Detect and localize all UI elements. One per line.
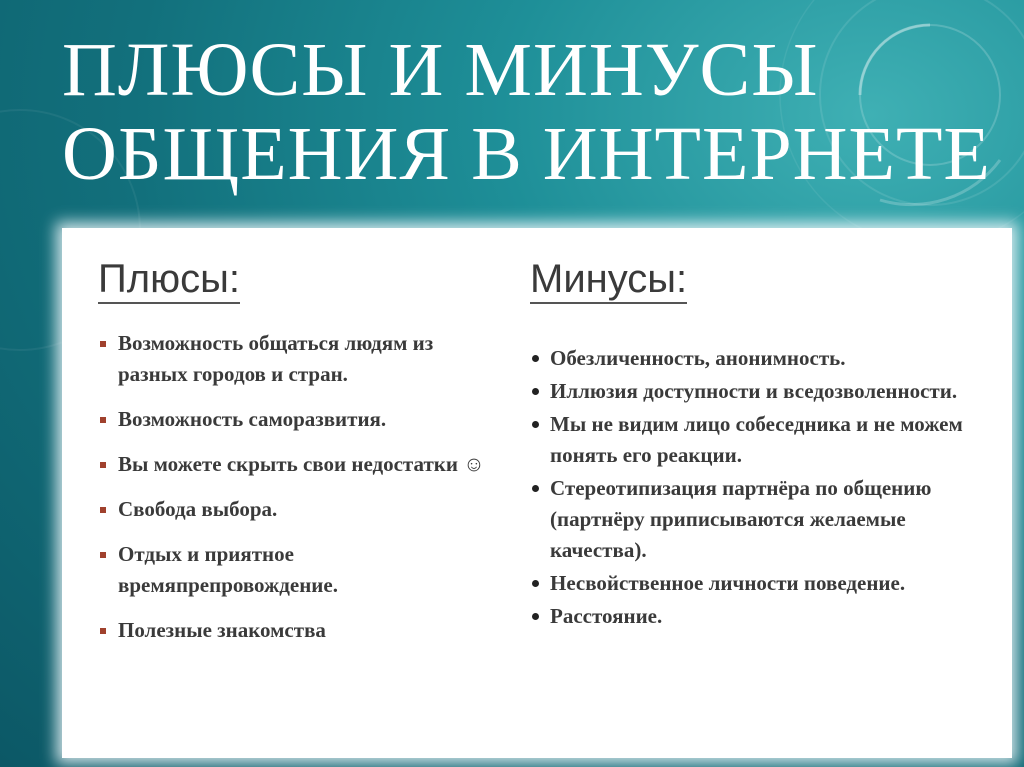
content-card xyxy=(62,228,1012,758)
cons-list xyxy=(530,343,970,634)
pros-item: Полезные знакомства xyxy=(98,615,498,646)
pros-heading: Плюсы: xyxy=(98,258,240,304)
slide-title-line-2: ОБЩЕНИЯ В ИНТЕРНЕТЕ xyxy=(62,112,991,196)
cons-item: Обезличенность, анонимность. xyxy=(530,343,970,374)
cons-item: Иллюзия доступности и вседозволенности. xyxy=(530,376,970,407)
cons-item: Стереотипизация партнёра по общению (партнёру приписываются желаемые качества). xyxy=(530,473,970,566)
cons-heading: Минусы: xyxy=(530,258,687,304)
slide-title xyxy=(62,28,1002,196)
pros-item: Возможность общаться людям из разных городов и стран. xyxy=(98,328,498,390)
cons-item: Мы не видим лицо собеседника и не можем понять его реакции. xyxy=(530,409,970,471)
pros-item: Вы можете скрыть свои недостатки ☺ xyxy=(98,449,498,480)
pros-item: Отдых и приятное времяпрепровождение. xyxy=(98,539,498,601)
cons-item: Несвойственное личности поведение. xyxy=(530,568,970,599)
pros-list xyxy=(98,328,498,660)
cons-item: Расстояние. xyxy=(530,601,970,632)
pros-item: Свобода выбора. xyxy=(98,494,498,525)
slide-title-line-1: ПЛЮСЫ И МИНУСЫ xyxy=(62,28,819,112)
pros-item: Возможность саморазвития. xyxy=(98,404,498,435)
